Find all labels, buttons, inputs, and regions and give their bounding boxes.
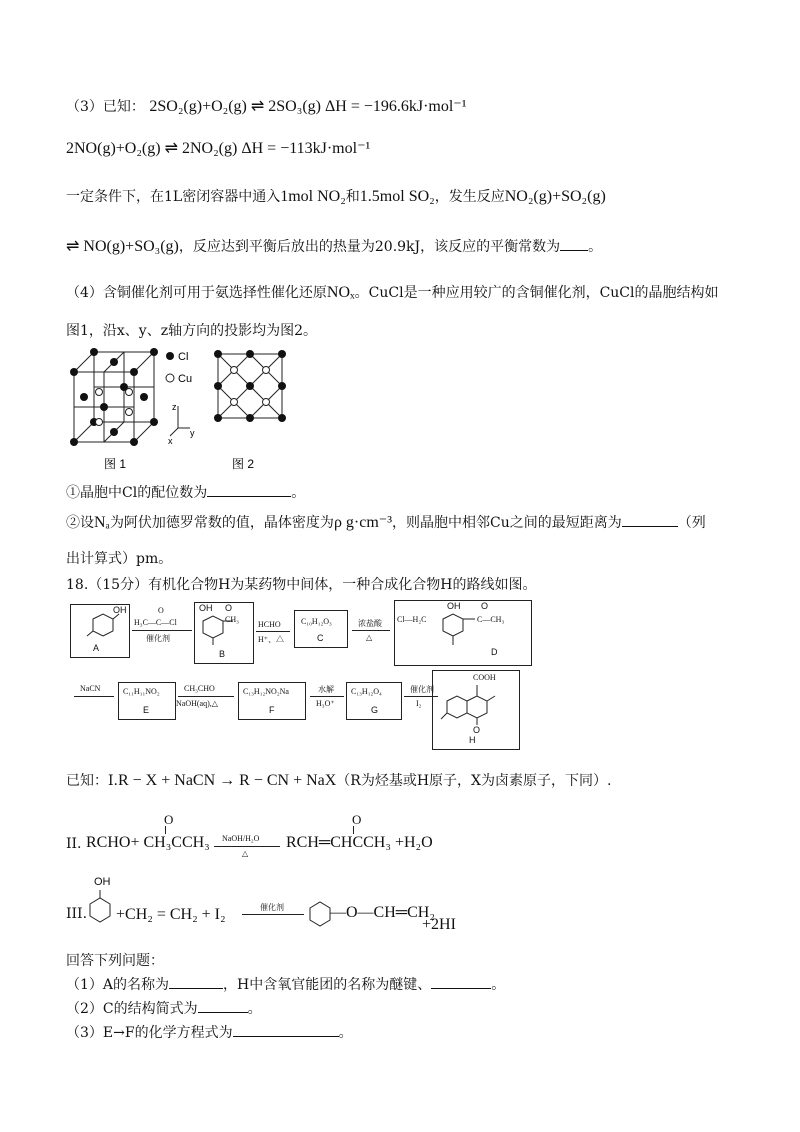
known1-equation: R − X + NaCN → R − CN + NaX (117, 772, 337, 789)
reagent-gh-bottom: I₂ (416, 699, 422, 708)
ch3-label: CH₃ (225, 615, 239, 624)
q3-text: ，发生反应 (434, 189, 505, 205)
known3-product: —O—CH═CH₂ (330, 904, 435, 921)
q4-line1 (66, 282, 719, 302)
compound-b (194, 602, 254, 664)
q18-text: （2）C的结构简式为 (66, 1001, 198, 1017)
o-label: O (158, 606, 164, 615)
cooh-label: COOH (473, 673, 496, 682)
o-label: O (225, 603, 233, 613)
known1-label: 已知：I. (66, 773, 118, 789)
q3-line3 (66, 186, 606, 206)
answer-blank[interactable] (198, 998, 248, 1013)
reagent-cd-bottom: △ (366, 633, 373, 642)
known2-label: II. (66, 836, 82, 852)
q18-text: （3）E→F的化学方程式为 (66, 1025, 233, 1041)
q4-sub2 (66, 512, 706, 532)
known2-cond-bottom: △ (242, 849, 249, 858)
reagent-ab-top: H₃C—C—Cl (134, 618, 177, 627)
carbonyl-bond (353, 826, 354, 834)
axis-y: y (190, 428, 195, 438)
known3-hi: +2HI (422, 916, 456, 933)
q3-text: 一定条件下，在1L密闭容器中通入 (66, 189, 281, 205)
q18-title: 18.（15分）有机化合物H为某药物中间体，一种合成化合物H的路线如图。 (66, 577, 537, 593)
label-d: D (491, 647, 498, 657)
q18-a2 (66, 998, 262, 1018)
q3-reaction: NO₂(g)+SO₂(g) (504, 188, 606, 205)
fig1-caption: 图 1 (104, 457, 127, 471)
known3-cond: 催化剂 (260, 903, 284, 912)
q4-text: ②设 (66, 515, 94, 531)
legend-cl: Cl (178, 351, 189, 363)
q3-eq1: 2SO₂(g)+O₂(g) ⇌ 2SO₃(g) ΔH = −196.6kJ·mol⁻¹ (149, 98, 467, 115)
q18-text: 。 (247, 1001, 262, 1017)
answer-blank[interactable] (169, 974, 223, 989)
oh-label: OH (447, 601, 461, 611)
o-label: O (473, 725, 481, 735)
synthesis-route (66, 600, 726, 750)
known3-reactants: +CH₂ = CH₂ + I₂ (116, 906, 226, 923)
q3-text: 。 (588, 239, 603, 255)
q4-text: ①晶胞中Cl的配位数为 (66, 485, 208, 501)
label-c: C (317, 633, 324, 643)
label-b: B (219, 649, 226, 659)
compound-d (394, 600, 532, 666)
known3-label: III. (66, 906, 88, 922)
arrow-bc (256, 631, 290, 632)
c-formula: C₁₀H₁₂O₃ (301, 617, 332, 626)
q18-a3 (66, 1022, 353, 1042)
compound-a (70, 604, 130, 658)
q18-text: （1）A的名称为 (66, 977, 170, 993)
answer-blank[interactable] (622, 512, 678, 527)
axis-z: z (172, 402, 177, 412)
q4-text: ，则晶胞中相邻Cu之间的最短距离为 (392, 515, 622, 531)
reagent-bc-top: HCHO (258, 620, 281, 629)
q4-line2: 图1，沿x、y、z轴方向的投影均为图2。 (66, 323, 317, 339)
known2-o1: O (164, 812, 174, 827)
q4-density: ρ g·cm⁻³ (333, 514, 393, 531)
reagent-cd-top: 浓盐酸 (358, 619, 382, 628)
axis-x: x (168, 436, 173, 446)
q4-sub1 (66, 482, 305, 502)
known2-products: RCH═CHCCH₃ +H₂O (286, 834, 433, 851)
q4-text: 。 (291, 485, 306, 501)
f-formula: C₁₃H₁₂NO₂Na (243, 687, 289, 696)
arrow-fg (310, 696, 344, 697)
q18-text: 。 (491, 977, 506, 993)
answer-blank[interactable] (431, 974, 491, 989)
arrow-cd (352, 630, 390, 631)
q4-nox: NOₓ (326, 284, 355, 301)
answer-blank[interactable] (207, 482, 291, 497)
arrow-ab (132, 630, 192, 631)
label-f: F (269, 705, 275, 715)
q4-text: （4）含铜催化剂可用于氨选择性催化还原 (66, 285, 327, 301)
oh-label: OH (113, 605, 127, 615)
e-formula: C₁₁H₁₁NO₂ (123, 687, 160, 696)
cu-legend-icon (166, 374, 174, 382)
arrow-de (74, 696, 114, 697)
oh-label: OH (94, 876, 111, 888)
q3-no2-amount: 1mol NO₂ (280, 188, 346, 205)
known1-note: （R为烃基或H原子，X为卤素原子，下同）. (336, 773, 612, 789)
q18-text: ，H中含氧官能团的名称为醚键、 (223, 977, 432, 993)
oh-label: OH (199, 603, 213, 613)
label-a: A (93, 643, 100, 653)
q3-label: （3）已知： (66, 99, 145, 115)
q4-text: （列 (677, 515, 706, 531)
q4-sub2-cont: 出计算式）pm。 (66, 551, 173, 567)
q4-na: Nₐ (94, 514, 110, 531)
known2-cond-top: NaOH/H₂O (222, 834, 260, 843)
compound-e (118, 682, 176, 720)
reagent-ab-bottom: 催化剂 (146, 634, 170, 643)
known2-o2: O (352, 812, 362, 827)
q3-line4 (66, 236, 602, 256)
known3-arrow (242, 914, 304, 915)
arrow-ef (178, 696, 234, 697)
q3-text: 和 (345, 189, 360, 205)
crystal-figures (66, 344, 296, 474)
carbonyl-bond (165, 826, 166, 834)
g-formula: C₁₃H₁₂O₄ (351, 687, 382, 696)
q3-eq2: 2NO(g)+O₂(g) ⇌ 2NO₂(g) ΔH = −113kJ·mol⁻¹ (66, 140, 371, 157)
clh2c-label: Cl—H₂C (397, 615, 427, 624)
reagent-bc-bottom: H⁺、△ (258, 635, 284, 644)
q3-line1 (66, 96, 467, 116)
reagent-ef-top: CH₃CHO (184, 684, 215, 693)
known-1 (66, 770, 611, 790)
reagent-de: NaCN (80, 684, 101, 693)
fig2-caption: 图 2 (232, 457, 255, 471)
label-h: H (469, 735, 476, 745)
q3-reaction-products: ⇌ NO(g)+SO₃(g) (66, 238, 179, 255)
known2-reactants: RCHO+ CH₃CCH₃ (86, 834, 210, 851)
q18-text: 。 (338, 1025, 353, 1041)
q4-text: 。CuCl是一种应用较广的含铜催化剂，CuCl的晶胞结构如 (354, 285, 719, 301)
label-g: G (371, 705, 379, 715)
q4-text: 为阿伏加德罗常数的值，晶体密度为 (109, 515, 334, 531)
answer-intro: 回答下列问题： (66, 953, 164, 969)
q3-so2-amount: 1.5mol SO₂ (359, 188, 435, 205)
compound-h (432, 670, 520, 750)
compound-g (346, 682, 402, 720)
reagent-fg-top: 水解 (318, 685, 334, 694)
known-3 (66, 876, 486, 936)
o-label: O (481, 601, 489, 611)
cl-legend-icon (166, 352, 174, 360)
compound-f (238, 682, 306, 720)
label-e: E (143, 705, 150, 715)
known2-arrow (214, 846, 280, 847)
compound-c (294, 610, 348, 648)
legend-cu: Cu (178, 373, 193, 385)
reagent-gh-top: 催化剂 (410, 685, 434, 694)
reagent-ef-bottom: NaOH(aq),△ (176, 699, 218, 708)
q3-text: ，反应达到平衡后放出的热量为20.9kJ，该反应的平衡常数为 (178, 239, 561, 255)
cch3-label: C—CH₃ (477, 615, 505, 624)
reagent-fg-bottom: H₃O⁺ (316, 699, 335, 708)
q18-a1 (66, 974, 505, 994)
answer-blank[interactable] (560, 236, 588, 251)
known-2 (66, 812, 486, 864)
answer-blank[interactable] (233, 1022, 339, 1037)
